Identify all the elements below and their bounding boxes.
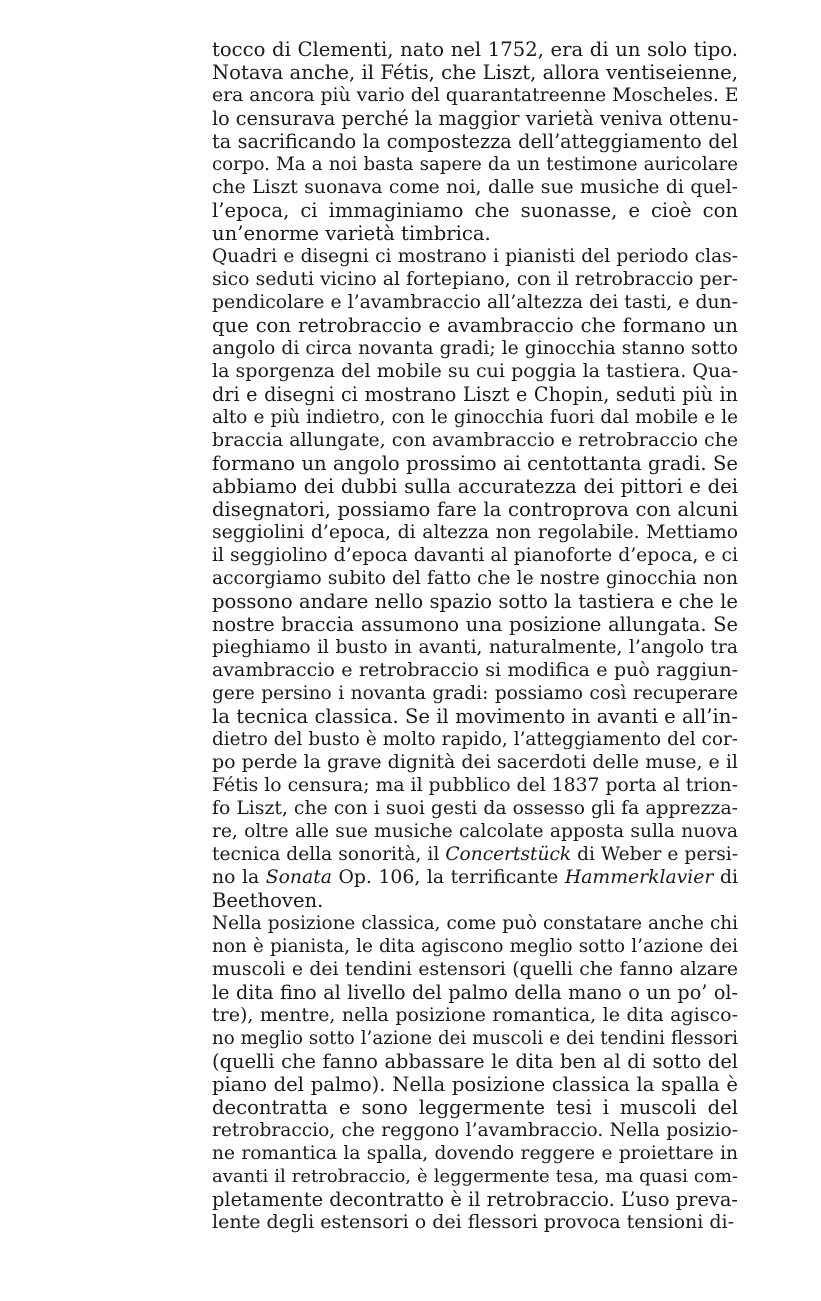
text-segment: po perde la grave dignità dei sacerdoti delle muse, e il [212, 751, 738, 773]
text-line [212, 889, 738, 912]
text-segment: (quelli che fanno abbassare le dita ben al di sotto del [212, 1050, 738, 1073]
text-segment: accorgiamo subito del fatto che le nostre ginocchia non [212, 568, 738, 589]
text-segment: retrobraccio, che reggono l’avambraccio. Nella posizio- [212, 1120, 738, 1141]
text-line [212, 452, 738, 475]
text-line [212, 659, 738, 682]
text-line [212, 107, 738, 130]
text-segment: formano un angolo prossimo ai centottanta gradi. Se [212, 452, 738, 475]
text-line [212, 153, 738, 176]
text-line [212, 613, 738, 636]
text-line [212, 245, 738, 268]
text-segment: avanti il retrobraccio, è leggermente tesa, ma quasi com- [212, 1166, 738, 1187]
text-segment: le dita fino al livello del palmo della mano o un po’ ol- [212, 981, 738, 1004]
text-line [212, 406, 738, 429]
text-line [212, 314, 738, 337]
text-segment: Op. 106, la terrificante [331, 867, 565, 888]
paragraph [212, 38, 738, 245]
text-line [212, 705, 738, 728]
text-segment: di Weber e persi- [571, 844, 738, 865]
text-segment: ta sacrificando la compostezza dell’atteggiamento del [212, 130, 738, 153]
text-line [212, 590, 738, 613]
paragraph [212, 245, 738, 912]
text-line [212, 360, 738, 383]
text-line [212, 636, 738, 659]
text-segment: no la [212, 867, 266, 888]
text-line [212, 843, 738, 866]
text-segment: decontratta e sono leggermente tesi i muscoli del [212, 1096, 738, 1119]
text-line [212, 130, 738, 153]
text-line [212, 981, 738, 1004]
text-segment: ne romantica la spalla, dovendo reggere e proiettare in [212, 1143, 738, 1164]
text-line [212, 61, 738, 84]
text-line [212, 912, 738, 935]
text-segment: Notava anche, il Fétis, che Liszt, allora ventiseienne, [212, 61, 738, 84]
text-line [212, 820, 738, 843]
paragraph [212, 912, 738, 1234]
text-line [212, 1027, 738, 1050]
text-line [212, 866, 738, 889]
text-line [212, 935, 738, 958]
text-line [212, 1211, 738, 1234]
text-segment: disegnatori, possiamo fare la controprova con alcuni [212, 498, 738, 521]
text-line [212, 567, 738, 590]
text-segment: che Liszt suonava come noi, dalle sue musiche di quel- [212, 177, 738, 198]
text-line [212, 1004, 738, 1027]
text-segment: non è pianista, le dita agiscono meglio sotto l’azione dei [212, 936, 738, 957]
text-segment: possono andare nello spazio sotto la tastiera e che le [212, 590, 738, 613]
text-line [212, 728, 738, 751]
text-segment: un’enorme varietà timbrica. [212, 222, 491, 245]
text-line [212, 751, 738, 774]
text-segment: la sporgenza del mobile su cui poggia la tastiera. Qua- [212, 360, 738, 382]
text-line [212, 498, 738, 521]
text-segment: dri e disegni ci mostrano Liszt e Chopin, seduti più in [212, 383, 738, 406]
text-line [212, 1096, 738, 1119]
text-line [212, 544, 738, 567]
text-segment: tre), mentre, nella posizione romantica, le dita agisco- [212, 1004, 738, 1026]
text-line [212, 682, 738, 705]
text-segment: avambraccio e retrobraccio si modifica e può raggiun- [212, 659, 738, 681]
text-segment: lente degli estensori o dei flessori provoca tensioni di- [212, 1211, 735, 1233]
text-segment: fo Liszt, che con i suoi gesti da ossesso gli fa apprezza- [212, 798, 738, 819]
text-segment: tecnica della sonorità, il [212, 844, 446, 865]
text-segment: muscoli e dei tendini estensori (quelli che fanno alzare [212, 959, 738, 980]
text-line [212, 176, 738, 199]
italic-title: Sonata [265, 867, 332, 888]
text-segment: pendicolare e l’avambraccio all’altezza dei tasti, e dun- [212, 292, 738, 313]
text-line [212, 337, 738, 360]
text-segment: Nella posizione classica, come può constatare anche chi [212, 913, 738, 934]
text-segment: il seggiolino d’epoca davanti al pianoforte d’epoca, e ci [212, 545, 738, 566]
text-segment: alto e più indietro, con le ginocchia fuori dal mobile e le [212, 407, 738, 428]
text-segment: braccia allungate, con avambraccio e retrobraccio che [212, 429, 739, 451]
text-line [212, 958, 738, 981]
text-segment: Fétis lo censura; ma il pubblico del 1837 porta al trion- [212, 775, 738, 796]
text-segment: l’epoca, ci immaginiamo che suonasse, e cioè con [212, 199, 738, 222]
text-line [212, 1119, 738, 1142]
text-segment: re, oltre alle sue musiche calcolate apposta sulla nuova [212, 821, 738, 842]
text-line [212, 1188, 738, 1211]
text-segment: pletamente decontratto è il retrobraccio. L’uso preva- [212, 1188, 738, 1211]
text-line [212, 1073, 738, 1096]
text-line [212, 1050, 738, 1073]
text-segment: dietro del busto è molto rapido, l’atteggiamento del cor- [212, 729, 738, 750]
text-segment: la tecnica classica. Se il movimento in avanti e all’in- [212, 705, 738, 728]
text-line [212, 291, 738, 314]
body-text [212, 38, 738, 1234]
text-line [212, 199, 738, 222]
text-segment: nostre braccia assumono una posizione allungata. Se [212, 613, 738, 636]
text-segment: lo censurava perché la maggior varietà veniva ottenu- [212, 107, 739, 130]
text-segment: Quadri e disegni ci mostrano i pianisti del periodo clas- [212, 246, 738, 267]
text-segment: pieghiamo il busto in avanti, naturalmente, l’angolo tra [212, 637, 738, 658]
text-segment: Beethoven. [212, 889, 324, 912]
italic-title: Hammerklavier [564, 867, 714, 888]
text-segment: tocco di Clementi, nato nel 1752, era di un solo tipo. [212, 38, 738, 61]
text-line [212, 38, 738, 61]
text-segment: no meglio sotto l’azione dei muscoli e dei tendini flessori [212, 1028, 738, 1049]
text-line [212, 521, 738, 544]
text-line [212, 84, 738, 107]
text-segment: piano del palmo). Nella posizione classica la spalla è [212, 1073, 738, 1096]
text-segment: seggiolini d’epoca, di altezza non regolabile. Mettiamo [212, 522, 738, 543]
text-line [212, 383, 738, 406]
text-segment: angolo di circa novanta gradi; le ginocchia stanno sotto [212, 338, 738, 359]
text-segment: era ancora più vario del quarantatreenne Moscheles. E [212, 85, 739, 106]
text-line [212, 1165, 738, 1188]
text-line [212, 268, 738, 291]
text-line [212, 429, 738, 452]
text-segment: abbiamo dei dubbi sulla accuratezza dei pittori e dei [212, 475, 738, 498]
text-line [212, 1142, 738, 1165]
text-segment: que con retrobraccio e avambraccio che formano un [212, 314, 738, 337]
text-line [212, 222, 738, 245]
text-segment: di [713, 867, 738, 888]
text-line [212, 774, 738, 797]
text-line [212, 475, 738, 498]
text-line [212, 797, 738, 820]
text-segment: gere persino i novanta gradi: possiamo così recuperare [212, 683, 738, 704]
text-segment: corpo. Ma a noi basta sapere da un testimone auricolare [212, 154, 738, 175]
italic-title: Concertstück [445, 844, 572, 865]
text-segment: sico seduti vicino al fortepiano, con il retrobraccio per- [212, 269, 738, 290]
